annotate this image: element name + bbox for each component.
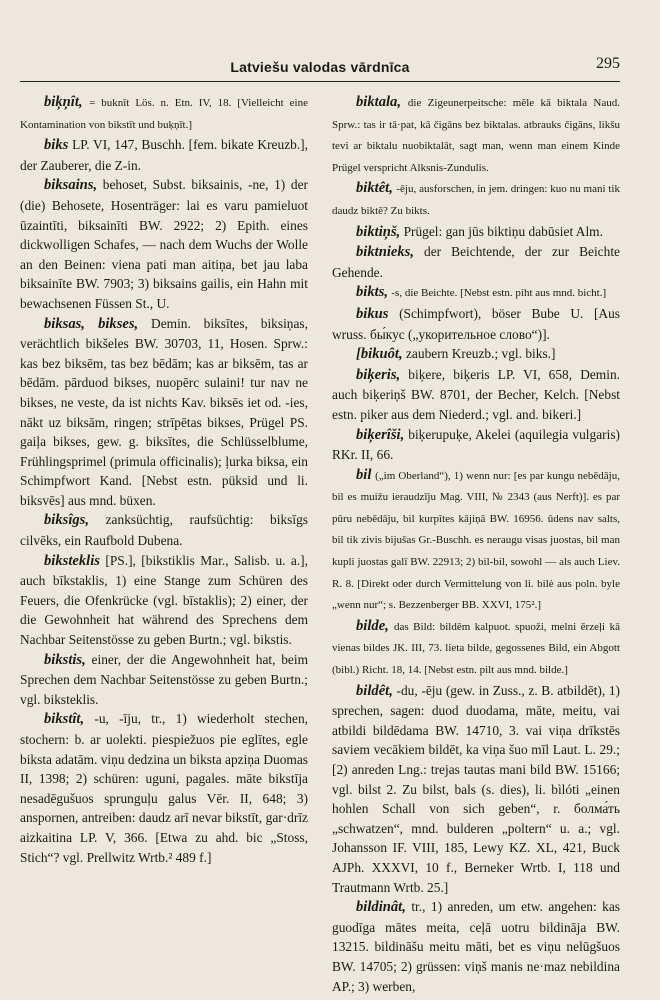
entry-definition: biķerupuķe, Akelei (aquilegia vulgaris) RKr. II, 66. bbox=[332, 426, 620, 463]
entry-definition: einer, der die Angewohnheit hat, beim Sprechen dem Nachbar Seitenstösse zu geben Burtn.; vgl. biksteklis. bbox=[20, 651, 308, 707]
entry-definition: Prügel: gan jūs biktiņu dabūsiet Alm. bbox=[403, 223, 603, 239]
entry-definition: -u, -īju, tr., 1) wiederholt stechen, stochern: b. ar uolekti. piespiežuos pie eglītes, egle biksta adatām. viņu dedzina un biksta apziņa Duomas II, 1398; 2) schüren: uguni, pagales. māte bikstīja nesadēgušuos sprunguļu galus Vēr. II, 648; 3) anspornen, antreiben: daudz arī nevar bikstīt, gar·drīz aizkaitina LP. V, 366. [Etwa zu ahd. bic „Stoss, Stich“? vgl. Prellwitz Wrtb.² 489 f.] bbox=[20, 711, 308, 865]
entry-definition: zanksüchtig, raufsüchtig: biksīgs cilvēks, ein Raufbold Dubena. bbox=[20, 512, 308, 549]
dictionary-entry bbox=[332, 242, 620, 282]
entry-headword: biktnieks, bbox=[356, 244, 414, 261]
dictionary-entry bbox=[332, 304, 620, 344]
entry-headword: biksains, bbox=[44, 177, 98, 194]
entry-headword: bikstis, bbox=[44, 651, 86, 668]
entry-definition: zaubern Kreuzb.; vgl. biks.] bbox=[405, 346, 556, 362]
entry-headword: biktiņš, bbox=[356, 223, 401, 240]
entry-definition: („im Oberland“), 1) wenn nur: [es par kungu nebēdāju, bil es muižu ieraudzīju Mag. VIII, № 2343 (aus Nerft)]. es par pūru nebēdāju, bil kurpītes kājiņā BW. 16956. ūdens nav salts, bil tik zivis bijušas Gr.-Buschh. es neraugu visas juostas, bil man kupli juostas galī BW. 22913; 2) bil-bil, sowohl — als auch Liev. R. 8. [Direkt oder durch Vermittelung von li. bilė aus poln. byle „wenn nur“; s. Bezzenberger BB. XXVI, 175².] bbox=[332, 469, 620, 612]
entry-definition: LP. VI, 147, Buschh. [fem. bikate Kreuzb.], der Zauberer, die Z-in. bbox=[20, 137, 308, 173]
entry-headword: bildinât, bbox=[356, 899, 406, 916]
left-column bbox=[20, 92, 308, 996]
entry-headword: bikstît, bbox=[44, 711, 85, 728]
entry-headword: biķņît, bbox=[44, 94, 83, 110]
dictionary-entry bbox=[332, 681, 620, 898]
dictionary-entry bbox=[332, 282, 620, 304]
entry-definition: -s, die Beichte. [Nebst estn. piht aus mnd. bicht.] bbox=[391, 287, 607, 300]
dictionary-entry bbox=[332, 897, 620, 996]
entry-definition: der Beichtende, der zur Beichte Gehende. bbox=[332, 244, 620, 280]
text-columns bbox=[20, 92, 620, 996]
entry-definition: = buknīt Lös. n. Etn. IV, 18. [Vielleicht eine Kontamination von bikstīt und buķņīt.] bbox=[20, 97, 308, 131]
entry-definition: -ēju, ausforschen, in jem. dringen: kuo nu mani tik daudz biktē? Zu bikts. bbox=[332, 183, 620, 217]
entry-headword: bikus bbox=[356, 305, 389, 322]
entry-headword: biksas, bikses, bbox=[44, 315, 139, 332]
dictionary-entry bbox=[20, 551, 308, 650]
page-header bbox=[20, 55, 620, 81]
dictionary-entry bbox=[20, 175, 308, 313]
entry-headword: biks bbox=[44, 137, 69, 154]
dictionary-entry bbox=[332, 178, 620, 221]
page-number: 295 bbox=[596, 55, 620, 72]
entry-definition: die Zigeunerpeitsche: mēle kā biktala Naud. Sprw.: tas ir tā·pat, kā čigāns bez biktalas. atbrauks čigāns, likšu tevi ar biktalu nuobiktalāt, sagt man, wenn man einem Kinde Prügel verspricht Alksnis-Zundulis. bbox=[332, 97, 620, 174]
entry-headword: biksteklis bbox=[44, 552, 100, 569]
dictionary-entry bbox=[332, 344, 620, 365]
entry-definition: (Schimpfwort), böser Bube U. [Aus wruss. бы́кус („укорительное слово“)]. bbox=[332, 305, 620, 342]
entry-definition: Demin. biksītes, biksiņas, verächtlich bikšeles BW. 30703, 11, Hosen. Sprw.: kas bez biksēm, tas bez bēdām; kas ar biksēm, tas ar bēdām. pārduod bikses, nuopērc sulaini! tur nav ne bikses, ne veste, da ist nichts Kav. biksēs iet od. -ies, nākt uz biksām, ringen; strīpētas bikses, Prügel PS. gaiļa bikses, gew. g. biksītes, die Schlüsselblume, Frühlingsprimel (primula officinalis); ļurka biksa, ein Schimpfwort Kand. [Nebst estn. püksid und li. biksvēs] aus mnd. büxen. bbox=[20, 315, 308, 508]
dictionary-entry bbox=[20, 650, 308, 710]
entry-headword: bil bbox=[356, 466, 372, 483]
entry-headword: [bikuôt, bbox=[356, 346, 403, 363]
entry-definition: tr., 1) anreden, um etw. angehen: kas guodīga mātes meita, ceļā uotru bildināja BW. 13215. bildināšu meitu māti, bet es viņu nelūgšuos BW. 14705; 2) grüssen: viņš manis ne·maz nebildina AP.; 3) werben, bbox=[332, 899, 620, 994]
entry-headword: bildêt, bbox=[356, 682, 393, 699]
dictionary-entry bbox=[332, 465, 620, 616]
entry-definition: behoset, Subst. biksainis, -ne, 1) der (die) Behosete, Hosenträger: lai es varu pamieluot ūzaintīti, biksainīti BW. 2922; 2) Epith. eines dickwolligen Schafes, — nach dem Wuchs der Wolle an den Beinen: viena pati man aitiņa, bet jau laba biksainīte BW. 7903; 3) biksains gailis, ein Hahn mit bewachsenen Füssen St., U. bbox=[20, 177, 308, 311]
entry-definition: [PS.], [bikstiklis Mar., Salisb. u. a.], auch bīkstaklis, 1) eine Stange zum Schüren des Feuers, die Ofenkrücke (vgl. bīstaklis); 2) einer, der die Gewohnheit hat während des Sprechens dem Nachbar Seitenstösse zu geben Burtn.; vgl. bikstis. bbox=[20, 552, 308, 648]
dictionary-entry bbox=[332, 616, 620, 681]
right-column bbox=[332, 92, 620, 996]
entry-headword: biķerîši, bbox=[356, 426, 405, 443]
dictionary-entry bbox=[20, 510, 308, 550]
entry-headword: bikts, bbox=[356, 284, 389, 301]
dictionary-entry bbox=[332, 92, 620, 178]
entry-headword: bilde, bbox=[356, 617, 389, 634]
dictionary-entry bbox=[332, 425, 620, 465]
entry-headword: biksîgs, bbox=[44, 512, 90, 529]
entry-definition: -du, -ēju (gew. in Zuss., z. B. atbildēt), 1) sprechen, sagen: duod duodama, māte, meitu, vai atbildi bildēdama BW. 14710, 3. vai viņa drīkstēs saviem vecākiem bildēt, ka viņa šuo mīl Laut. L. 29.; [2) anreden Lng.: trejas tautas mani bild BW. 15166; vgl. bilst 2. Zu bilst, bals (s. dies), li. bìlóti „einen hohlen Schall von sich geben“, r. болма́ть „schwatzen“, mnd. bulderen „poltern“ u. a.; vgl. Johansson IF. VIII, 185, Lewy KZ. XL, 421, Buck AJPh. XXXVI, 10 f., Berneker Wrtb. I, 118 und Trautmann Wrtb. 25.] bbox=[332, 682, 620, 895]
entry-headword: biķeris, bbox=[356, 366, 401, 383]
entry-headword: biktêt, bbox=[356, 180, 393, 197]
entry-definition: biķere, biķeris LP. VI, 658, Demin. auch biķeriņš BW. 8701, der Becher, Kelch. [Nebst estn. piker aus dem Niederd.; vgl. and. bikeri.] bbox=[332, 366, 620, 422]
entry-headword: biktala, bbox=[356, 94, 401, 110]
dictionary-entry bbox=[332, 222, 620, 243]
dictionary-entry bbox=[20, 709, 308, 867]
header-rule bbox=[20, 81, 620, 82]
dictionary-entry bbox=[332, 365, 620, 425]
running-title: Latviešu valodas vārdnīca bbox=[230, 59, 410, 75]
dictionary-entry bbox=[20, 314, 308, 511]
entry-definition: das Bild: bildēm kalpuot. spuoži, melni ērzeļi kā vienas bildes JK. III, 73. lieta bilde, gegossenes Bild, ein Abgott (bibl.) Richt. 18, 14. [Nebst estn. pilt aus mnd. bilde.] bbox=[332, 620, 620, 677]
dictionary-entry bbox=[20, 135, 308, 175]
dictionary-entry bbox=[20, 92, 308, 135]
